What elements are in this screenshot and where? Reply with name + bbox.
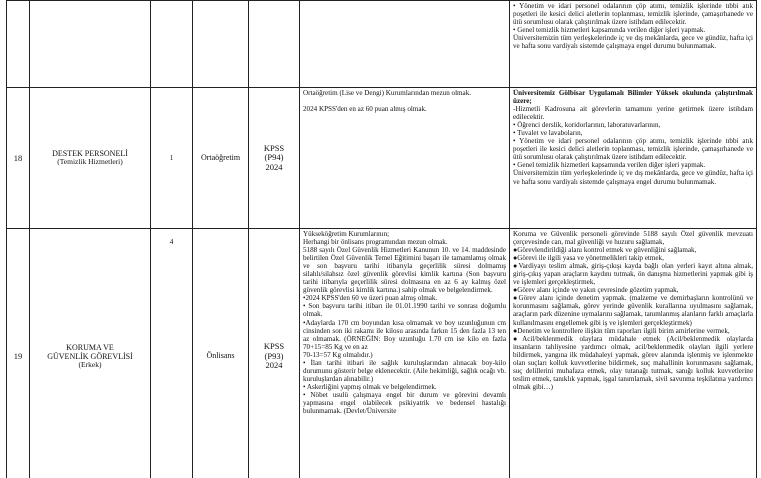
row-number: 18: [7, 88, 30, 229]
duty-line: • Yönetim ve idari personel odalarının çöp atımı, temizlik işlerinde tıbbi atık poşetleri ile kesici delici aletlerin toplanması, temizlik işlerinde, çamaşırhanede ve ütü sorumlusu olarak çalıştırılmak üzere istihdam edilecektir.: [513, 2, 753, 27]
unvan-subtitle: (Erkek): [78, 360, 102, 370]
cell-kpss: [249, 88, 300, 229]
duty-line: • Yönetim ve idari personel odalarının çöp atımı, temizlik işlerinde tıbbi atık poşetleri ile kesici delici aletlerin toplanması, temizlik işlerinde, çamaşırhanede ve ütü sorumlusu olarak çalıştırılmak üzere istihdam edilecektir.: [513, 137, 753, 162]
unvan-title-line: GÜVENLİK GÖREVLİSİ: [47, 352, 133, 362]
personnel-table: [6, 0, 757, 478]
duty-line: ●Görev alanı içinde denetim yapmak. (malzeme ve demirbaşların kontrolünü ve korunmasını sağlamak, görev yerinde güvenlik kurallarına uyulmasını sağlamak, araçların park düzenine uymalarını sağlamak, tanımlanmış alanların farklı amaçlarla kullanılmasını engellemek gibi iş ve işlemleri gerçekleştirmek): [513, 294, 753, 327]
duties-heading: Üniversitemiz Gölbisar Uygulamalı Bilimler Yüksek okulunda çalıştırılmak üzere;: [513, 89, 753, 106]
requirement-line: 70-13=57 Kg olmalıdır.): [303, 350, 373, 359]
education-level: Ortaöğretim: [193, 88, 249, 229]
cell-requirements: [300, 1, 510, 88]
duty-line: • Öğrenci derslik, koridorlarının, laboratuvarlarının,: [513, 121, 661, 130]
cell-egitim: [193, 1, 249, 88]
duty-line: ●Görevlendirildiği alanı kontrol etmek ve güvenliğini sağlamak,: [513, 246, 697, 255]
cell-no: [7, 1, 30, 88]
requirement-line: • Askerliğini yapmış olmak ve belgelendirmek.: [303, 382, 437, 391]
education-level: Önlisans: [193, 229, 249, 478]
row-number: 19: [7, 229, 30, 478]
requirement-line: 5188 sayılı Özel Güvenlik Hizmetleri Kanunun 10. ve 14. maddesinde belirtilen Özel Güvenlik Temel Eğitimini başarı ile tamamlamış olmak ve son başvuru tarihi itibarıyla geçerlilik süresi dolmamış silahlı/silahsız özel güvenlik görevlisi kimlik kartına (Son başvuru tarihi itibarıyla geçerlilik süresi dolmasına en az 6 ay kalmış özel güvenlik görevlisi kimlik kartına.) sahip olmak ve belgelendirmek.: [303, 246, 506, 295]
requirement-line: Herhangi bir önlisans programından mezun olmak.: [303, 238, 448, 247]
cell-adet: [151, 1, 193, 88]
cell-requirements: [300, 229, 510, 478]
duty-line: ●Görev alanı içinde ve yakın çevresinde gözetim yapmak,: [513, 286, 679, 295]
cell-kpss: [249, 1, 300, 88]
unvan-title: DESTEK PERSONELİ: [52, 149, 128, 159]
table-row: [7, 1, 757, 88]
duty-line: -Hizmetli Kadrosuna ait görevlerin tamamını yerine getirmek üzere istihdam edilecektir.: [513, 105, 753, 122]
requirement-line: • İlan tarihi itibari ile sağlık kuruluşlarından alınacak boy-kilo durumunu gösterir belge eklenecektir. (Aile hekimliği, sağlık ocağı vb. kuruluşlardan alınabilir.): [303, 358, 506, 383]
duty-line: ●Görevi ile ilgili yasa ve yönetmelikleri takip etmek,: [513, 254, 664, 263]
requirement-line: •2024 KPSS'den 60 ve üzeri puan almış olmak.: [303, 294, 438, 303]
cell-unvan: [30, 229, 151, 478]
duty-line: Koruma ve Güvenlik personeli görevinde 5188 sayılı Özel güvenlik mevzuatı çerçevesinde can, mal güvenliği ve huzuru sağlamak,: [513, 230, 753, 247]
duty-line: • Tuvalet ve lavaboların,: [513, 129, 583, 138]
duty-line: Üniversitemizin tüm yerleşkelerinde iç ve dış mekânlarda, gece ve gündüz, hafta içi ve hafta sonu vardiyalı sistemde çalışmaya engel durumu bulunmamak.: [513, 169, 753, 186]
cell-unvan: [30, 1, 151, 88]
kpss-year: 2024: [265, 360, 283, 371]
requirement-line: Yükseköğretim Kurumlarının;: [303, 230, 390, 238]
unvan-title-line: KORUMA VE: [66, 343, 114, 353]
requirement-line: 2024 KPSS'den en az 60 puan almış olmak.: [303, 105, 427, 114]
kpss-year: 2024: [265, 161, 283, 172]
table-row: [7, 88, 757, 229]
position-count: 4: [151, 229, 193, 478]
cell-duties: [510, 88, 757, 229]
requirement-line: • Son başvuru tarihi itibarı ile 01.01.1990 tarihi ve sonrası doğumlu olmak.: [303, 302, 506, 319]
kpss-score-type: (P93): [264, 350, 284, 361]
cell-duties: [510, 229, 757, 478]
duty-line: • Genel temizlik hizmetleri kapsamında verilen diğer işleri yapmak.: [513, 161, 706, 170]
duty-line: ●Denetim ve kontrollere ilişkin tüm raporları ilgili birim amirlerine vermek,: [513, 326, 730, 335]
requirement-line: •Adaylarda 170 cm boyundan kısa olmamak ve boy uzunluğunun cm cinsinden son iki rakamı ile kilosu arasında farkın 15 den fazla 13 ten az olmamak. (ÖRNEĞİN: Boy uzunluğu 1.70 cm ise kilo en fazla 70+15=85 Kg ve en az: [303, 318, 506, 351]
cell-kpss: [249, 229, 300, 478]
requirement-line: • Nöbet usulü çalışmaya engel bir durum ve görevini devamlı yapmasına engel olabilecek psikiyatrik ve bedensel hastalığı bulunmamak. (Devlet/Üniversite: [303, 390, 506, 416]
cell-requirements: [300, 88, 510, 229]
cell-unvan: [30, 88, 151, 229]
position-count: 1: [151, 88, 193, 229]
duty-line: ●Acil/beklenmedik olaylara müdahale etmek (Acil/beklenmedik olaylarda insanların tahliyesine yardımcı olmak, acil/beklenmedik olayları ilgili yerlere bildirmek, yangına ilk müdahaleyi yapmak, görev alanında işlenmiş ve işlenmekte olan suçları kolluk kuvvetlerine bildirmek, suç mahallinin korunmasını sağlamak, suç delillerini muhafaza etmek, olay tutanağı tutmak, sanığı kolluk kuvvetlerine teslim etmek, tanıklık yapmak, işgal tanımlamak, sivil savunma teşkilatına yardımcı olmak gibi…): [513, 334, 753, 391]
requirement-line: Ortaöğretim (Lise ve Dengi) Kurumlarından mezun olmak.: [303, 89, 472, 97]
duty-line: ●Vardiyayı teslim almak, giriş-çıkışı kayda bağlı olan yerleri kayıt altına almak, giriş-çıkış yapan araçların kaydını tutmak, ön danışma hizmetlerini yapmak gibi iş ve işlemleri gerçekleştirmek,: [513, 262, 753, 287]
kpss-label: KPSS: [263, 142, 285, 153]
cell-duties: [510, 1, 757, 88]
unvan-subtitle: (Temizlik Hizmetleri): [57, 157, 123, 167]
kpss-label: KPSS: [263, 341, 285, 352]
kpss-score-type: (P94): [264, 152, 284, 163]
table-row: [7, 229, 757, 478]
duty-line: Üniversitemizin tüm yerleşkelerinde iç ve dış mekânlarda, gece ve gündüz, hafta içi ve hafta sonu vardiyalı sistemde çalışmaya engel durumu bulunmamak.: [513, 34, 753, 51]
duty-line: • Genel temizlik hizmetleri kapsamında verilen diğer işleri yapmak.: [513, 26, 706, 35]
